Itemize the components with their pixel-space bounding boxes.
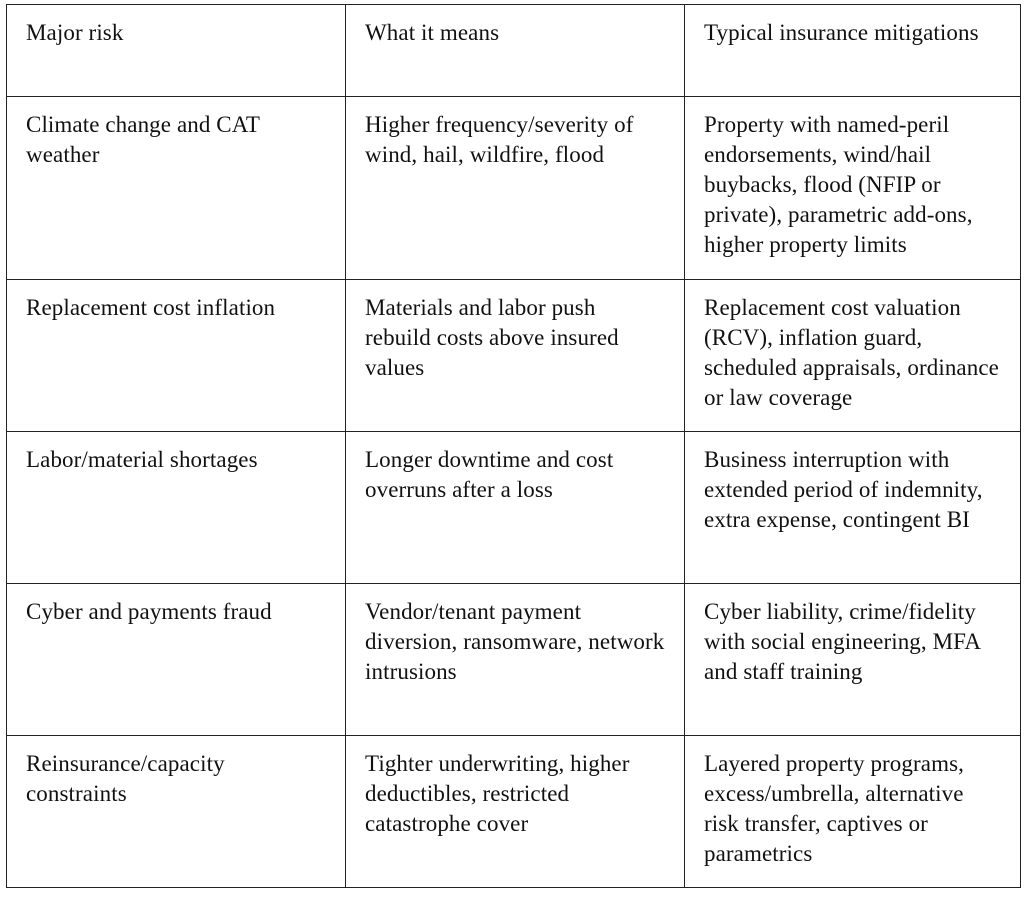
cell-mitigations: Layered property programs, excess/umbrella, alternative risk transfer, captives or parametrics — [685, 736, 1021, 888]
header-major-risk: Major risk — [7, 5, 346, 97]
table-row — [7, 280, 1021, 432]
cell-meaning: Vendor/tenant payment diversion, ransomware, network intrusions — [346, 584, 685, 736]
cell-meaning: Longer downtime and cost overruns after a loss — [346, 432, 685, 584]
table-row — [7, 584, 1021, 736]
cell-risk: Labor/material shortages — [7, 432, 346, 584]
header-typical-mitigations: Typical insurance mitigations — [685, 5, 1021, 97]
cell-mitigations: Property with named-peril endorsements, wind/hail buybacks, flood (NFIP or private), parametric add-ons, higher property limits — [685, 97, 1021, 280]
cell-mitigations: Business interruption with extended period of indemnity, extra expense, contingent BI — [685, 432, 1021, 584]
cell-meaning: Higher frequency/severity of wind, hail, wildfire, flood — [346, 97, 685, 280]
cell-risk: Cyber and payments fraud — [7, 584, 346, 736]
table-row — [7, 97, 1021, 280]
header-what-it-means: What it means — [346, 5, 685, 97]
cell-risk: Replacement cost inflation — [7, 280, 346, 432]
table-row — [7, 432, 1021, 584]
risk-mitigation-table — [6, 4, 1021, 888]
table-header-row — [7, 5, 1021, 97]
table-row — [7, 736, 1021, 888]
cell-mitigations: Cyber liability, crime/fidelity with social engineering, MFA and staff training — [685, 584, 1021, 736]
cell-meaning: Materials and labor push rebuild costs above insured values — [346, 280, 685, 432]
cell-risk: Climate change and CAT weather — [7, 97, 346, 280]
cell-risk: Reinsurance/capacity constraints — [7, 736, 346, 888]
cell-mitigations: Replacement cost valuation (RCV), inflation guard, scheduled appraisals, ordinance or law coverage — [685, 280, 1021, 432]
cell-meaning: Tighter underwriting, higher deductibles, restricted catastrophe cover — [346, 736, 685, 888]
